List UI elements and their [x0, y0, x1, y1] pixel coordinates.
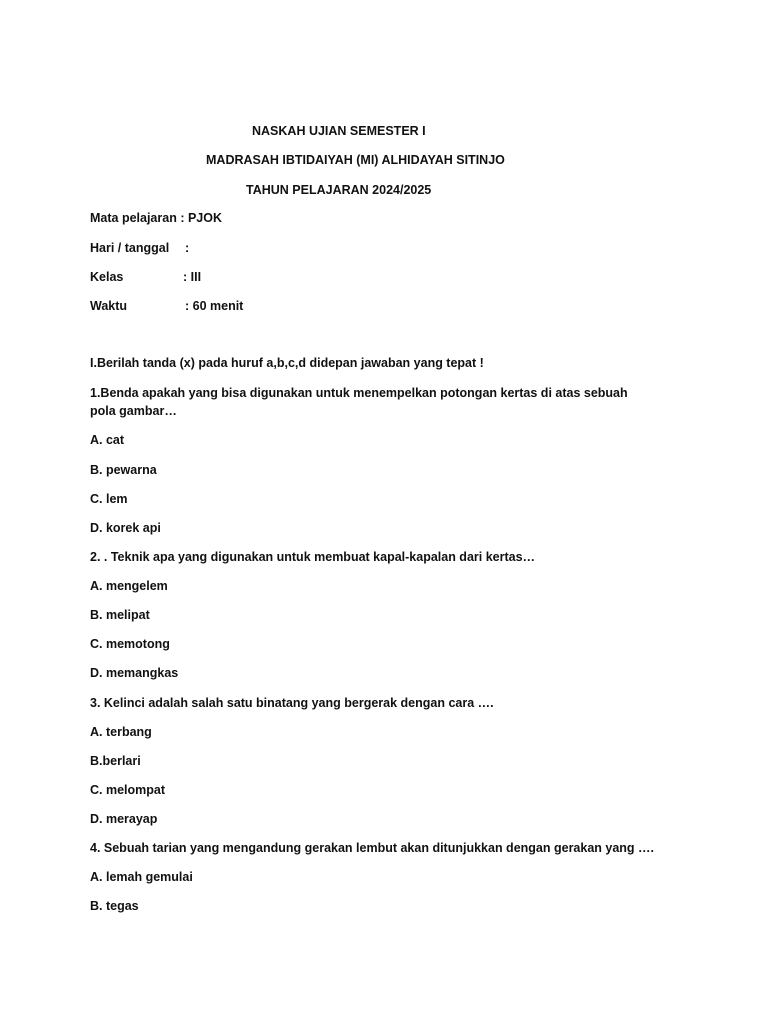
exam-title: NASKAH UJIAN SEMESTER I [252, 124, 426, 138]
question-2: 2. . Teknik apa yang digunakan untuk membuat kapal-kapalan dari kertas… [90, 550, 536, 564]
q2-option-c: C. memotong [90, 637, 170, 651]
info-subject-value: : PJOK [180, 211, 223, 225]
q3-option-b: B.berlari [90, 754, 141, 768]
info-time-label: Waktu [90, 299, 128, 313]
info-class-value: : III [183, 270, 202, 284]
info-subject [90, 209, 222, 227]
info-date-label: Hari / tanggal [90, 241, 170, 255]
question-4: 4. Sebuah tarian yang mengandung gerakan lembut akan ditunjukkan dengan gerakan yang …. [90, 841, 655, 855]
q4-option-b: B. tegas [90, 899, 139, 913]
info-date-value: : [185, 241, 190, 255]
q4-option-a: A. lemah gemulai [90, 870, 193, 884]
academic-year: TAHUN PELAJARAN 2024/2025 [246, 183, 432, 197]
q3-option-a: A. terbang [90, 725, 152, 739]
school-name: MADRASAH IBTIDAIYAH (MI) ALHIDAYAH SITINJO [206, 153, 505, 167]
q3-option-c: C. melompat [90, 783, 166, 797]
instruction: I.Berilah tanda (x) pada huruf a,b,c,d didepan jawaban yang tepat ! [90, 356, 484, 370]
q1-option-c: C. lem [90, 492, 128, 506]
info-class [90, 268, 201, 286]
info-class-label: Kelas [90, 270, 124, 284]
info-date [90, 239, 189, 257]
question-3: 3. Kelinci adalah salah satu binatang yang bergerak dengan cara …. [90, 696, 494, 710]
q2-option-d: D. memangkas [90, 666, 179, 680]
info-time-value: : 60 menit [185, 299, 244, 313]
q1-option-a: A. cat [90, 433, 125, 447]
question-1: 1.Benda apakah yang bisa digunakan untuk menempelkan potongan kertas di atas sebuah pola gambar… [90, 386, 628, 418]
q2-option-a: A. mengelem [90, 579, 168, 593]
q1-option-b: B. pewarna [90, 463, 157, 477]
q3-option-d: D. merayap [90, 812, 158, 826]
info-subject-label: Mata pelajaran [90, 211, 177, 225]
q1-option-d: D. korek api [90, 521, 161, 535]
info-time [90, 297, 243, 315]
q2-option-b: B. melipat [90, 608, 150, 622]
